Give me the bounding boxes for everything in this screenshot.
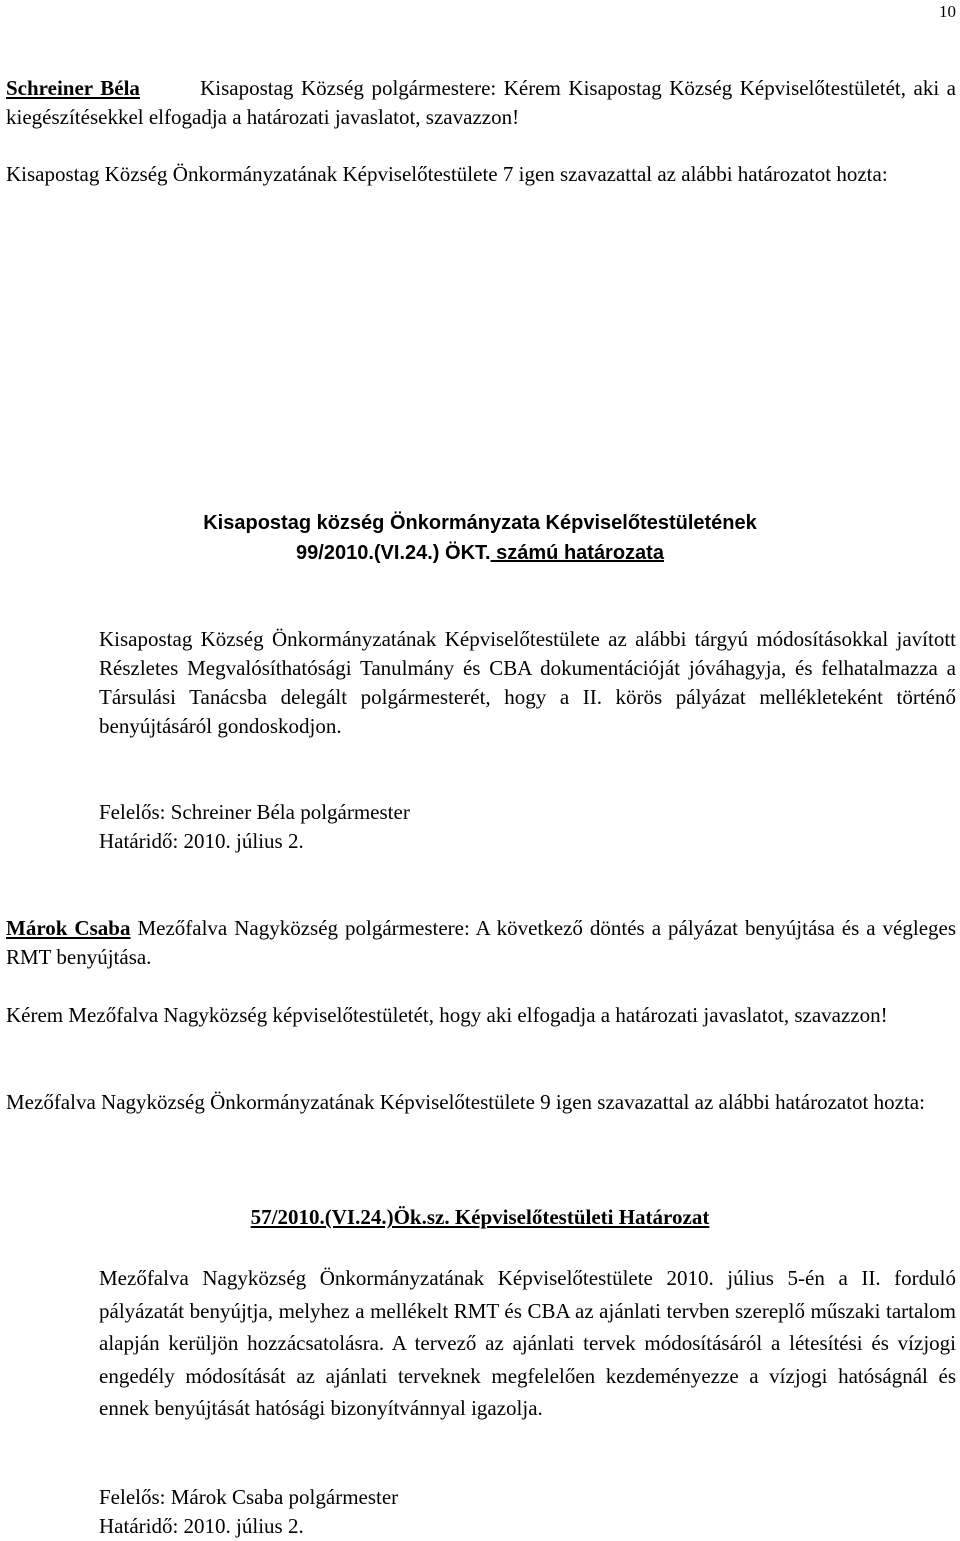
speaker-name: Schreiner Béla bbox=[6, 76, 140, 100]
deadline-line: Határidő: 2010. július 2. bbox=[99, 1514, 304, 1538]
resolution-body-mezofalva: Mezőfalva Nagyközség Önkormányzatának Képviselőtestülete 2010. július 5-én a II. forduló pályázatát benyújtja, melyhez a mellékelt RMT és CBA az ajánlati tervben szereplő műszaki tartalom alapján kerüljön hozzácsatolásra. A tervező az ajánlati tervek módosításáról a létesítési és vízjogi engedély módosítását az ajánlati terveknek megfelelően kezdeményezze a vízjogi hatóságnál és ennek benyújtását hatósági bizonyítvánnyal igazolja. bbox=[99, 1266, 956, 1420]
vote-result-kisapostag: Kisapostag Község Önkormányzatának Képviselőtestülete 7 igen szavazattal az alábbi határozatot hozta: bbox=[6, 162, 888, 186]
speech-text: Kisapostag Község polgármestere: Kérem Kisapostag Község Képviselőtestületét, aki a kiegészítésekkel elfogadja a határozati javaslatot, szavazzon! bbox=[6, 76, 956, 129]
responsible-line: Felelős: Schreiner Béla polgármester bbox=[99, 800, 410, 824]
resolution-number: 99/2010.(VI.24.) ÖKT. bbox=[296, 542, 491, 564]
resolution-suffix: számú határozata bbox=[490, 542, 664, 564]
responsible-line: Felelős: Márok Csaba polgármester bbox=[99, 1485, 399, 1509]
deadline-line: Határidő: 2010. július 2. bbox=[99, 829, 304, 853]
page-number: 10 bbox=[939, 2, 956, 21]
resolution-title: 57/2010.(VI.24.)Ök.sz. Képviselőtestületi Határozat bbox=[250, 1205, 710, 1229]
resolution-body-kisapostag: Kisapostag Község Önkormányzatának Képviselőtestülete az alábbi tárgyú módosításokkal javított Részletes Megvalósíthatósági Tanulmány és CBA dokumentációját jóváhagyja, és felhatalmazza a Társulási Tanácsba delegált polgármesterét, hogy a II. körös pályázat mellékleteként történő benyújtásáról gondoskodjon. bbox=[99, 627, 956, 738]
vote-result-mezofalva: Mezőfalva Nagyközség Önkormányzatának Képviselőtestülete 9 igen szavazattal az alábbi határozatot hozta: bbox=[6, 1090, 925, 1114]
speech-text: Mezőfalva Nagyközség polgármestere: A következő döntés a pályázat benyújtása és a végleges RMT benyújtása. bbox=[6, 916, 957, 969]
speech-schreiner bbox=[6, 74, 956, 132]
resolution-title-line1: Kisapostag község Önkormányzata Képviselőtestületének bbox=[203, 512, 757, 534]
speaker-name: Márok Csaba bbox=[6, 916, 131, 940]
vote-request: Kérem Mezőfalva Nagyközség képviselőtestületét, hogy aki elfogadja a határozati javaslatot, szavazzon! bbox=[6, 1003, 888, 1027]
speech-marok bbox=[6, 914, 956, 972]
resolution-title-line2 bbox=[0, 538, 960, 568]
